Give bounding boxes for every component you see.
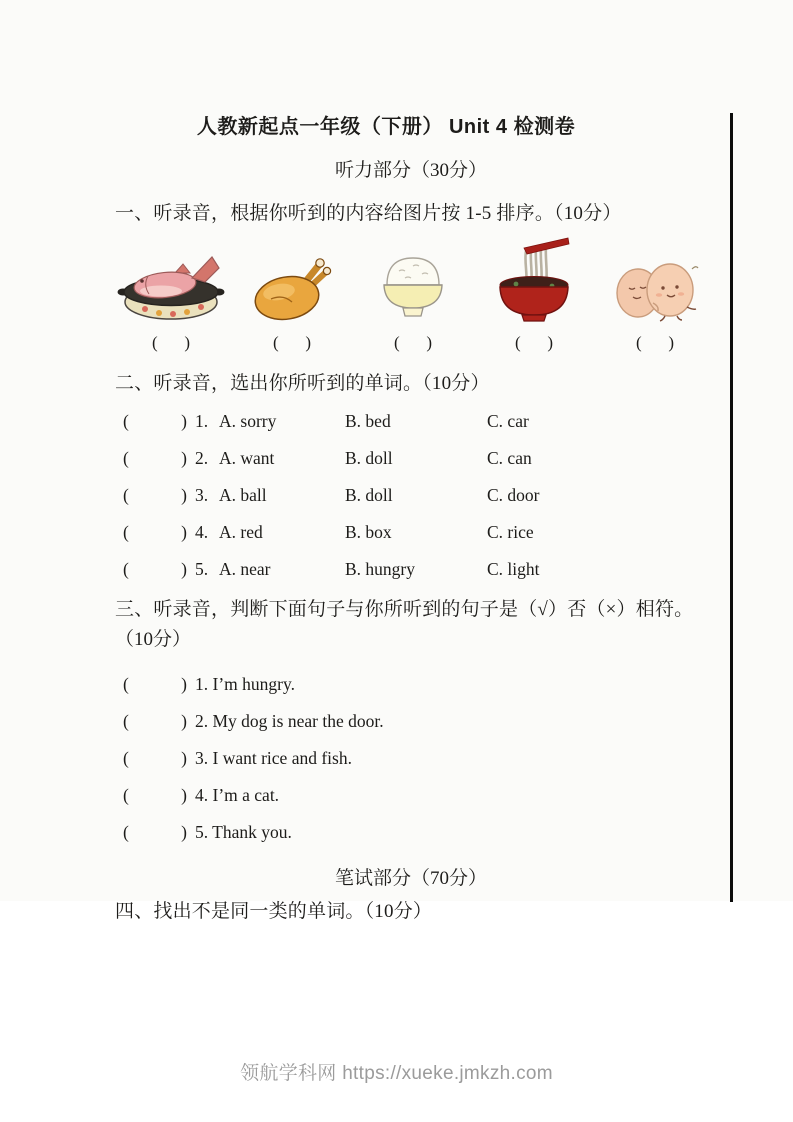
noodle-bowl-image xyxy=(494,235,574,323)
listening-part-title: 听力部分（30分） xyxy=(334,160,487,181)
section3-rows xyxy=(115,666,727,851)
bowl-of-rice-image xyxy=(375,247,451,323)
answer-blank: ( ) xyxy=(123,822,187,842)
section2-rows xyxy=(115,403,727,588)
item-number: 4. xyxy=(195,522,209,542)
picture-row xyxy=(115,241,711,353)
picture-item-noodles xyxy=(478,241,590,353)
paper-title: 人教新起点一年级（下册） Unit 4 检测卷 xyxy=(196,116,576,138)
item-number: 3. xyxy=(195,485,209,505)
page-edge-line xyxy=(730,113,733,902)
sentence: 1. I’m hungry. xyxy=(195,674,295,694)
item-number: 5. xyxy=(195,559,209,579)
option-b: B. box xyxy=(345,522,392,542)
judge-row-2 xyxy=(115,703,727,740)
choice-row-4 xyxy=(115,514,727,551)
item-number: 2. xyxy=(195,448,209,468)
answer-blank: ( ) xyxy=(123,485,187,505)
section3-heading: 三、听录音，判断下面句子与你所听到的句子是（√）否（×）相符。 xyxy=(115,599,694,620)
option-a: A. near xyxy=(219,559,271,579)
answer-blank: ( ) xyxy=(273,333,311,352)
sentence: 2. My dog is near the door. xyxy=(195,711,384,731)
option-c: C. rice xyxy=(487,522,534,542)
option-a: A. want xyxy=(219,448,275,468)
answer-blank: ( ) xyxy=(123,674,187,694)
section3-heading-score: （10分） xyxy=(115,629,192,650)
item-number: 1. xyxy=(195,411,209,431)
answer-blank: ( ) xyxy=(123,522,187,542)
sentence: 3. I want rice and fish. xyxy=(195,748,352,768)
answer-blank: ( ) xyxy=(123,748,187,768)
picture-item-rice xyxy=(357,241,469,353)
written-part-title: 笔试部分（70分） xyxy=(334,868,487,889)
two-eggs-image xyxy=(609,255,701,323)
section4-heading: 四、找出不是同一类的单词。（10分） xyxy=(115,901,433,922)
option-b: B. doll xyxy=(345,448,393,468)
option-a: A. ball xyxy=(219,485,267,505)
choice-row-2 xyxy=(115,440,727,477)
option-b: B. bed xyxy=(345,411,391,431)
answer-blank: ( ) xyxy=(394,333,432,352)
roast-chicken-image xyxy=(249,255,335,323)
option-c: C. can xyxy=(487,448,532,468)
option-a: A. sorry xyxy=(219,411,277,431)
answer-blank: ( ) xyxy=(152,333,190,352)
answer-blank: ( ) xyxy=(123,411,187,431)
option-b: B. doll xyxy=(345,485,393,505)
section1-heading: 一、听录音，根据你听到的内容给图片按 1-5 排序。（10分） xyxy=(115,203,622,224)
section2-heading: 二、听录音，选出你所听到的单词。（10分） xyxy=(115,373,490,394)
choice-row-5 xyxy=(115,551,727,588)
option-b: B. hungry xyxy=(345,559,415,579)
sentence: 4. I’m a cat. xyxy=(195,785,280,805)
answer-blank: ( ) xyxy=(636,333,674,352)
fish-in-pot-image xyxy=(115,245,227,323)
answer-blank: ( ) xyxy=(515,333,553,352)
answer-blank: ( ) xyxy=(123,448,187,468)
choice-row-1 xyxy=(115,403,727,440)
judge-row-3 xyxy=(115,740,727,777)
site-watermark: 领航学科网 https://xueke.jmkzh.com xyxy=(240,1063,553,1084)
judge-row-1 xyxy=(115,666,727,703)
answer-blank: ( ) xyxy=(123,711,187,731)
option-c: C. car xyxy=(487,411,529,431)
answer-blank: ( ) xyxy=(123,785,187,805)
test-paper xyxy=(115,110,727,923)
answer-blank: ( ) xyxy=(123,559,187,579)
choice-row-3 xyxy=(115,477,727,514)
picture-item-chicken xyxy=(236,241,348,353)
picture-item-eggs xyxy=(599,241,711,353)
option-a: A. red xyxy=(219,522,263,542)
option-c: C. door xyxy=(487,485,540,505)
judge-row-5 xyxy=(115,814,727,851)
picture-item-fish xyxy=(115,241,227,353)
sentence: 5. Thank you. xyxy=(195,822,292,842)
judge-row-4 xyxy=(115,777,727,814)
option-c: C. light xyxy=(487,559,540,579)
